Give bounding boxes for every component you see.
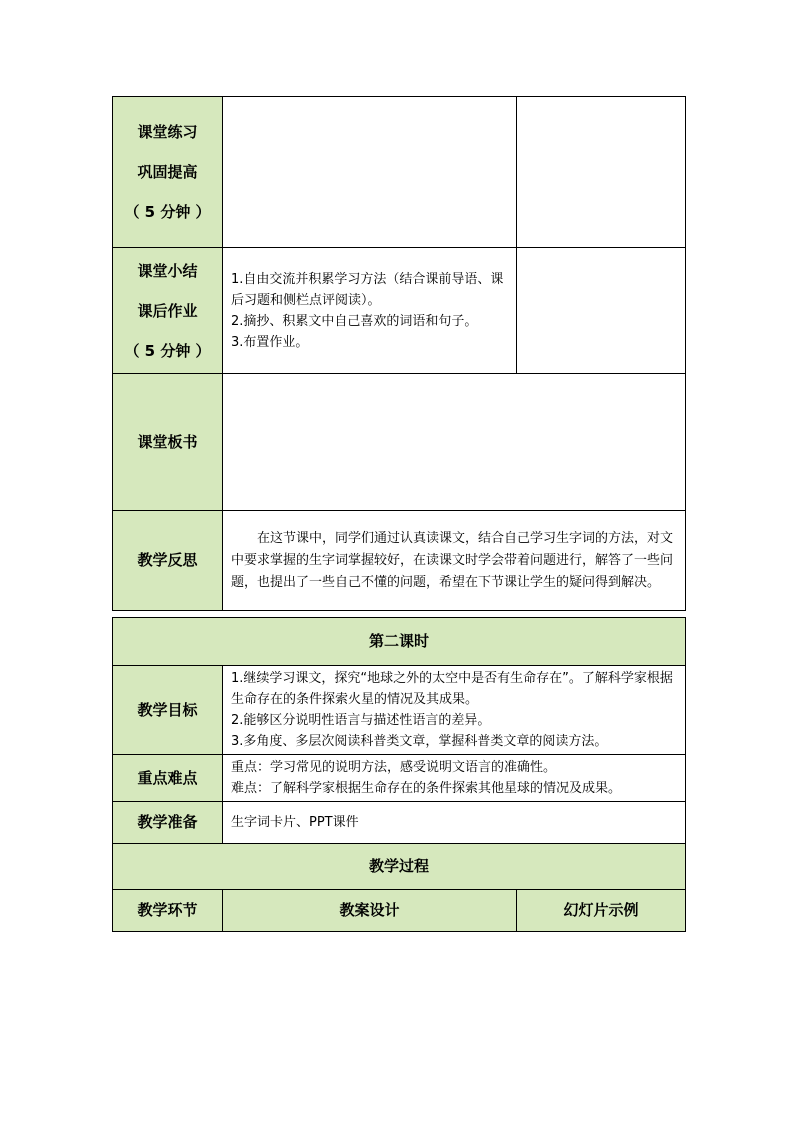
- board-row: [113, 374, 686, 511]
- practice-label: 课堂练习 巩固提高 （ 5 分钟 ）: [113, 97, 223, 248]
- process-title: 教学过程: [113, 844, 686, 890]
- process-title-row: [113, 844, 686, 890]
- key-points-row: [113, 755, 686, 802]
- lesson-title-row: [113, 618, 686, 666]
- summary-slide-cell: [517, 248, 686, 374]
- summary-label: 课堂小结 课后作业 （ 5 分钟 ）: [113, 248, 223, 374]
- reflection-row: [113, 511, 686, 611]
- preparation-content: 生字词卡片、PPT课件: [223, 802, 686, 844]
- column-header-row: [113, 890, 686, 932]
- column-header-stage: 教学环节: [113, 890, 223, 932]
- summary-row: [113, 248, 686, 374]
- reflection-text: 在这节课中，同学们通过认真读课文，结合自己学习生字词的方法，对文中要求掌握的生字词掌握较好，在读课文时学会带着问题进行，解答了一些问题，也提出了一些自己不懂的问题，希望在下节课让学生的疑问得到解决。: [223, 511, 686, 611]
- key-point-item: 重点：学习常见的说明方法，感受说明文语言的准确性。: [231, 760, 557, 775]
- goals-label: 教学目标: [113, 666, 223, 755]
- lesson-table-section-2: [112, 617, 686, 932]
- board-label: 课堂板书: [113, 374, 223, 511]
- lesson-title: 第二课时: [113, 618, 686, 666]
- key-point-item: 难点：了解科学家根据生命存在的条件探索其他星球的情况及成果。: [231, 781, 622, 796]
- practice-row: [113, 97, 686, 248]
- summary-content: [223, 248, 517, 374]
- reflection-label: 教学反思: [113, 511, 223, 611]
- preparation-label: 教学准备: [113, 802, 223, 844]
- preparation-row: [113, 802, 686, 844]
- practice-slide-cell: [517, 97, 686, 248]
- goal-item: 2.能够区分说明性语言与描述性语言的差异。: [231, 713, 491, 728]
- key-points-content: [223, 755, 686, 802]
- board-content: [223, 374, 686, 511]
- summary-item: 2.摘抄、积累文中自己喜欢的词语和句子。: [231, 313, 478, 329]
- summary-item: 1.自由交流并积累学习方法（结合课前导语、课后习题和侧栏点评阅读）。: [231, 271, 504, 308]
- key-points-label: 重点难点: [113, 755, 223, 802]
- column-header-design: 教案设计: [223, 890, 517, 932]
- summary-item: 3.布置作业。: [231, 334, 309, 350]
- goals-content: [223, 666, 686, 755]
- goal-item: 3.多角度、多层次阅读科普类文章，掌握科普类文章的阅读方法。: [231, 734, 608, 749]
- lesson-table-section-1: [112, 96, 686, 611]
- column-header-slide: 幻灯片示例: [517, 890, 686, 932]
- goals-row: [113, 666, 686, 755]
- practice-design-cell: [223, 97, 517, 248]
- goal-item: 1.继续学习课文，探究“地球之外的太空中是否有生命存在”。了解科学家根据生命存在的条件探索火星的情况及其成果。: [231, 671, 673, 707]
